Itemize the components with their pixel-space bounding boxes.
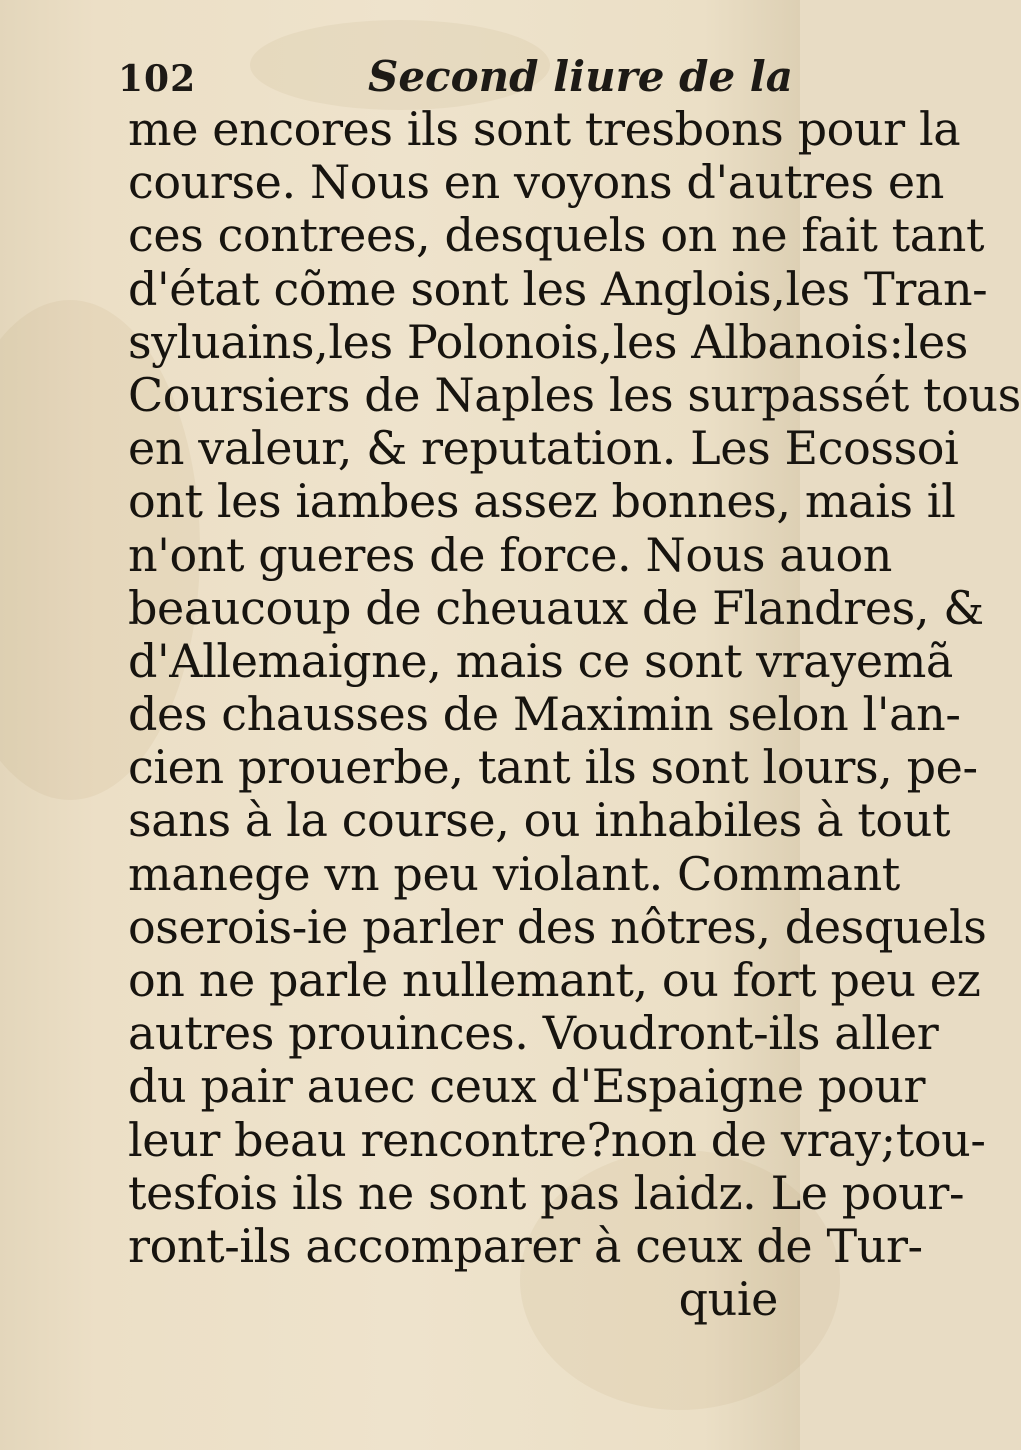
text-line: ront-ils accomparer à ceux de Tur-	[128, 1218, 923, 1273]
text-line: sans à la course, ou inhabiles à tout	[128, 793, 951, 848]
text-line: ont les iambes assez bonnes, mais il	[128, 474, 956, 529]
text-line: Coursiers de Naples les surpassét tous	[128, 367, 1021, 422]
text-line: me encores ils sont tresbons pour la	[128, 102, 961, 156]
text-line: beaucoup de cheuaux de Flandres, &	[128, 580, 984, 635]
text-line: cien prouerbe, tant ils sont lours, pe-	[128, 740, 978, 795]
page-number: 102	[118, 58, 197, 100]
text-line: oserois-ie parler des nôtres, desquels	[128, 899, 987, 954]
text-line: manege vn peu violant. Commant	[128, 846, 900, 901]
text-line: course. Nous en voyons d'autres en	[128, 155, 944, 210]
text-line: d'état cõme sont les Anglois,les Tran-	[128, 261, 988, 316]
text-line: leur beau rencontre?non de vray;tou-	[128, 1112, 986, 1167]
text-line: tesfois ils ne sont pas laidz. Le pour-	[128, 1165, 965, 1220]
text-line: d'Allemaigne, mais ce sont vrayemã	[128, 633, 953, 688]
running-head: Second liure de la	[368, 52, 793, 101]
text-line: syluains,les Polonois,les Albanois:les	[128, 314, 968, 369]
text-line: on ne parle nullemant, ou fort peu ez	[128, 953, 981, 1007]
text-line: du pair auec ceux d'Espaigne pour	[128, 1059, 926, 1114]
text-line: n'ont gueres de force. Nous auon	[128, 527, 893, 582]
text-line: des chausses de Maximin selon l'an-	[128, 687, 961, 742]
body-text	[128, 102, 1021, 1327]
text-line: en valeur, & reputation. Les Ecossoi	[128, 421, 959, 476]
text-line: autres prouinces. Voudront-ils aller	[128, 1006, 939, 1061]
text-line: ces contrees, desquels on ne fait tant	[128, 208, 985, 263]
catchword: quie	[678, 1272, 778, 1327]
